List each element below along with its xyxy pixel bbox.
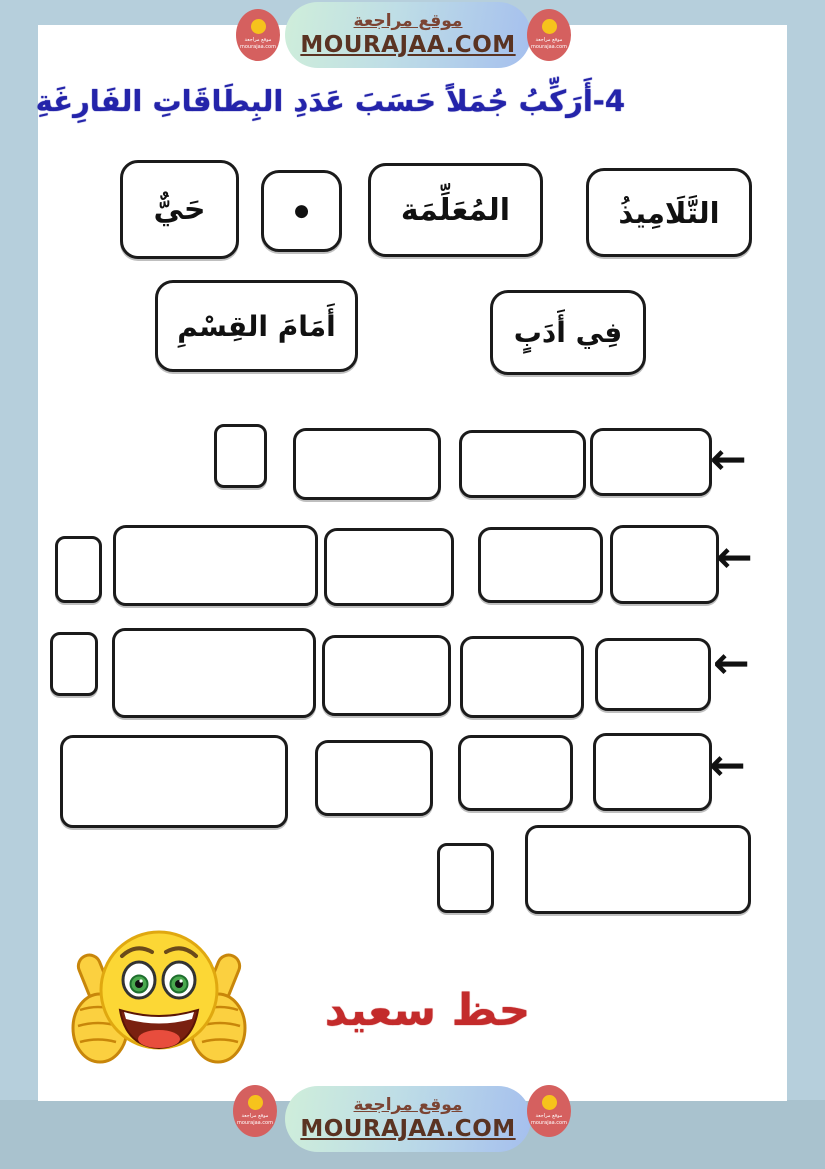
footer-site-name-arabic: موقع مراجعة [353, 1095, 463, 1115]
blank-box[interactable] [214, 424, 267, 488]
good-luck-text: حظ سعيد [324, 985, 531, 1036]
exercise-title: 4-أَرَكِّبُ جُمَلاً حَسَبَ عَدَدِ البِطَاقَاتِ الفَارِغَةِ [35, 84, 625, 118]
logo-book-icon [542, 19, 557, 34]
blank-box[interactable] [50, 632, 98, 696]
mourajaa-logo [527, 9, 571, 61]
blank-box[interactable] [55, 536, 102, 603]
logo-book-icon [251, 19, 266, 34]
arrow-icon: ← [710, 434, 747, 485]
logo-caption: موقع مراجعة mourajaa.com [236, 1113, 273, 1126]
logo-book-icon [542, 1095, 557, 1110]
header-site-url-link[interactable]: MOURAJAA.COM [300, 31, 516, 58]
logo-caption: موقع مراجعة mourajaa.com [530, 37, 567, 50]
word-card[interactable] [120, 160, 239, 259]
blank-box[interactable] [112, 628, 316, 718]
mourajaa-logo [233, 1085, 277, 1137]
arrow-icon: ← [716, 532, 753, 583]
blank-box[interactable] [460, 636, 584, 718]
word-card[interactable] [368, 163, 543, 257]
blank-box[interactable] [590, 428, 712, 496]
punctuation-dot: ● [294, 201, 309, 221]
punctuation-card[interactable] [261, 170, 342, 252]
header-site-name-arabic: موقع مراجعة [353, 11, 463, 31]
blank-box[interactable] [324, 528, 454, 606]
blank-box[interactable] [459, 430, 586, 498]
word-card-label: المُعَلِّمَة [400, 192, 511, 228]
thumbs-up-emoji-image [64, 918, 254, 1080]
arrow-icon: ← [713, 638, 750, 689]
arrow-icon: ← [709, 740, 746, 791]
blank-box[interactable] [437, 843, 494, 913]
blank-box[interactable] [595, 638, 711, 711]
word-card-label: فِي أَدَبٍ [513, 316, 623, 349]
word-card[interactable] [586, 168, 752, 257]
footer-site-url-link[interactable]: MOURAJAA.COM [300, 1115, 516, 1142]
blank-box[interactable] [478, 527, 603, 603]
mourajaa-logo [236, 9, 280, 61]
blank-box[interactable] [322, 635, 451, 716]
blank-box[interactable] [610, 525, 719, 604]
word-card[interactable] [155, 280, 358, 372]
blank-box[interactable] [315, 740, 433, 816]
blank-box[interactable] [293, 428, 441, 500]
word-card-label: أَمَامَ القِسْمِ [177, 309, 336, 343]
logo-caption: موقع مراجعة mourajaa.com [530, 1113, 567, 1126]
blank-box[interactable] [60, 735, 288, 828]
word-card[interactable] [490, 290, 646, 375]
blank-box[interactable] [113, 525, 318, 606]
word-card-label: حَيٌّ [153, 192, 206, 227]
footer-banner [285, 1086, 531, 1152]
blank-box[interactable] [458, 735, 573, 811]
mourajaa-logo [527, 1085, 571, 1137]
logo-book-icon [248, 1095, 263, 1110]
blank-box[interactable] [525, 825, 751, 914]
word-card-label: التَّلَامِيذُ [618, 195, 720, 230]
blank-box[interactable] [593, 733, 712, 811]
header-banner [285, 2, 531, 68]
logo-caption: موقع مراجعة mourajaa.com [239, 37, 276, 50]
